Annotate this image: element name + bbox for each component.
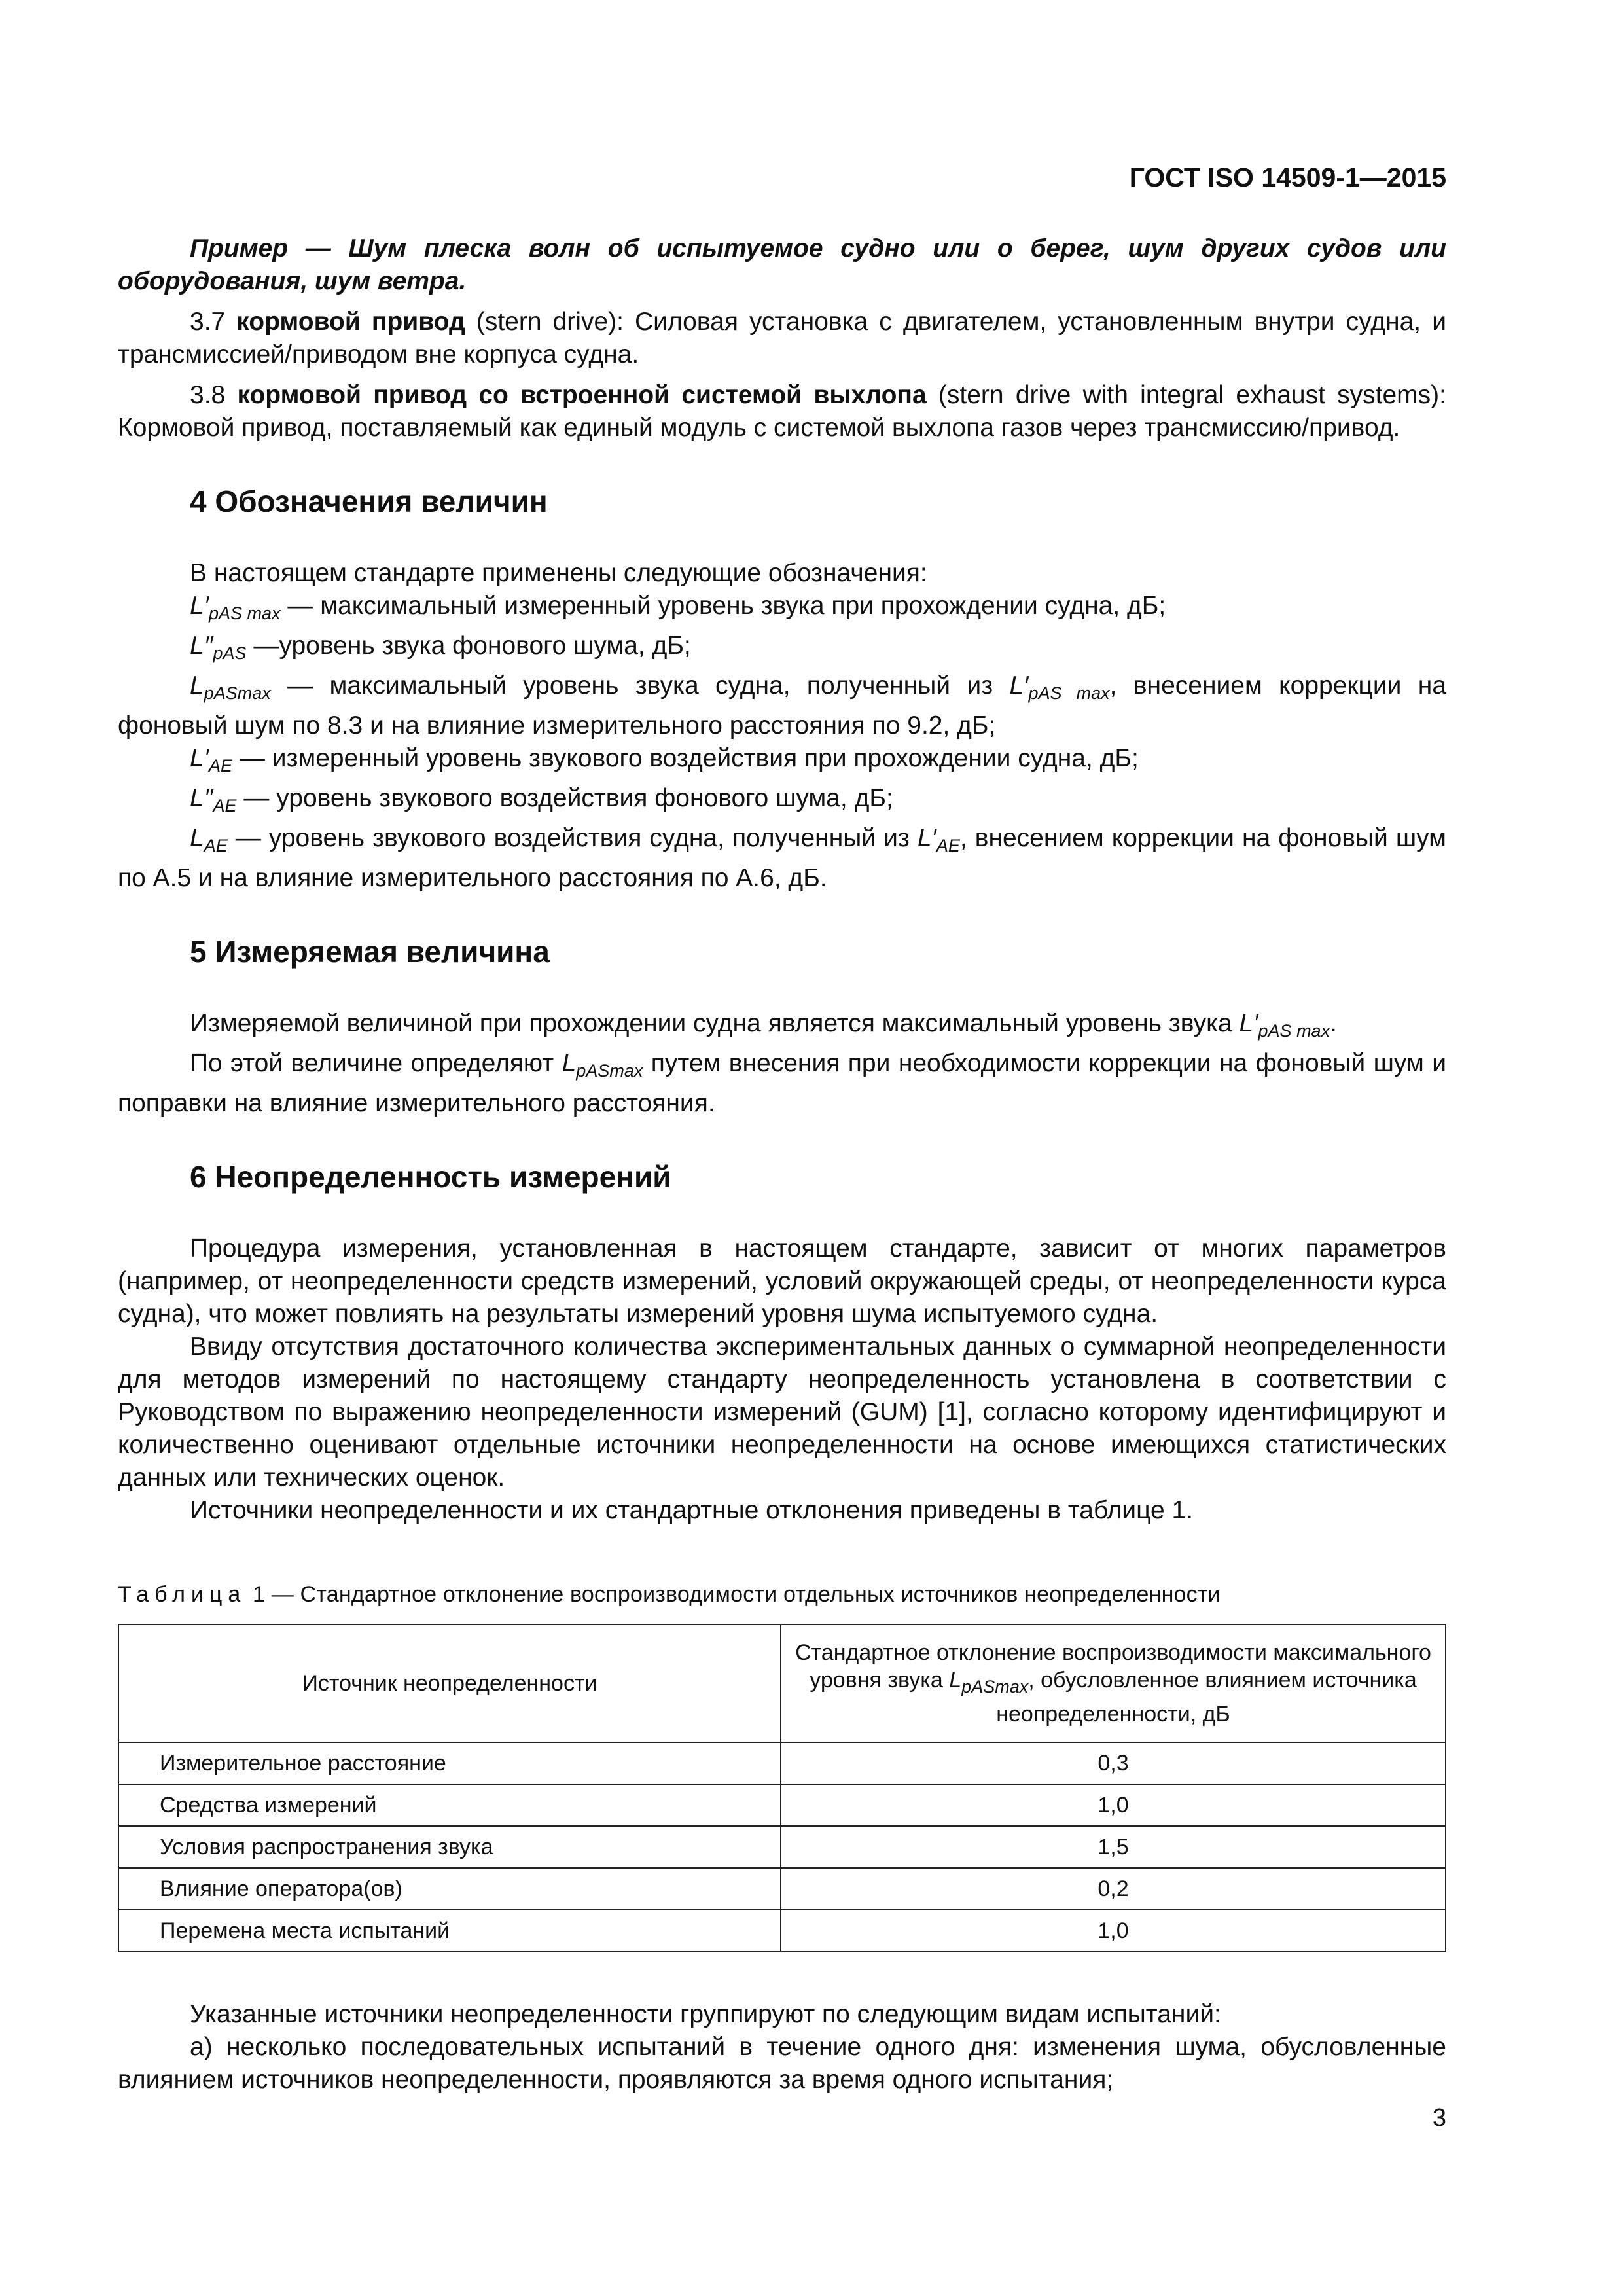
section-6-title: 6 Неопределенность измерений <box>190 1160 671 1194</box>
header-text: , обусловленное влиянием источника неопределенности, дБ <box>996 1668 1417 1727</box>
definition-3-7 <box>118 306 1446 371</box>
symbol-4 <box>118 742 1446 782</box>
uncertainty-table <box>118 1624 1446 1952</box>
definition-3-8 <box>118 379 1446 444</box>
caption-text: 1 — Стандартное отклонение воспроизводимости отдельных источников неопределенности <box>246 1582 1221 1607</box>
table-row <box>118 1826 1446 1868</box>
section-6-para-1: Процедура измерения, установленная в настоящем стандарте, зависит от многих параметров (например, от неопределенности средств измерений, условий окружающей среды, от неопределенности курса судна), что может повлиять на результаты измерений уровня шума испытуемого судна. <box>118 1234 1446 1328</box>
cell-value: 1,0 <box>781 1910 1446 1952</box>
symbol-subscript: pASmax <box>204 683 271 703</box>
symbol-desc: — уровень звукового воздействия фонового шума, дБ; <box>236 784 893 812</box>
symbol-subscript: AE <box>936 836 960 855</box>
symbol-subscript: pAS max <box>1258 1021 1330 1041</box>
symbol-2 <box>118 630 1446 670</box>
table-row <box>118 1784 1446 1826</box>
symbol: L″ <box>190 784 213 812</box>
def-text: (stern drive): Силовая установка с двигателем, установленным внутри судна, и трансмиссией/приводом вне корпуса судна. <box>118 308 1446 368</box>
column-header-deviation <box>781 1624 1446 1742</box>
para-text: . <box>1330 1009 1337 1037</box>
def-term: кормовой привод со встроенной системой выхлопа <box>237 381 927 409</box>
cell-source: Условия распространения звука <box>118 1826 781 1868</box>
section-6-heading-wrap <box>118 1160 1446 1193</box>
para-text: Измеряемой величиной при прохождении судна является максимальный уровень звука <box>190 1009 1240 1037</box>
def-term: кормовой привод <box>236 308 465 336</box>
header-text: Стандартное отклонение воспроизводимости максимального уровня звука <box>795 1640 1431 1693</box>
cell-source: Перемена места испытаний <box>118 1910 781 1952</box>
section-6-para-3: Источники неопределенности и их стандартные отклонения приведены в таблице 1. <box>190 1496 1194 1524</box>
column-header-source: Источник неопределенности <box>118 1624 781 1742</box>
symbol: L <box>190 824 204 852</box>
symbol-subscript: AE <box>213 796 237 816</box>
cell-source: Влияние оператора(ов) <box>118 1868 781 1910</box>
symbol: L′ <box>190 592 209 620</box>
symbol-desc: , внесением коррекции на фоновый шум по А.5 и на влияние измерительного расстояния по А.6, дБ. <box>118 824 1446 892</box>
symbol: L <box>949 1668 962 1693</box>
symbol: L′ <box>1009 672 1029 700</box>
symbol-desc: — максимальный уровень звука судна, полученный из <box>270 672 1010 700</box>
cell-value: 1,0 <box>781 1784 1446 1826</box>
symbol-desc: , внесением коррекции на фоновый шум по 8.3 и на влияние измерительного расстояния по 9.2, дБ; <box>118 672 1447 740</box>
para-text: путем внесения при необходимости коррекции на фоновый шум и поправки на влияние измерительного расстояния. <box>118 1049 1447 1117</box>
symbol-subscript: pAS max <box>209 603 281 623</box>
section-4-title: 4 Обозначения величин <box>190 484 548 518</box>
symbol-subscript: pASmax <box>576 1061 643 1081</box>
after-table-para-1: Указанные источники неопределенности группируют по следующим видам испытаний: <box>190 2000 1221 2028</box>
cell-source: Средства измерений <box>118 1784 781 1826</box>
symbol: L′ <box>917 824 936 852</box>
symbol: L <box>190 672 204 700</box>
table-row <box>118 1742 1446 1784</box>
section-6-para-2: Ввиду отсутствия достаточного количества экспериментальных данных о суммарной неопределенности для методов измерений по настоящему стандарту неопределенность установлена в соответствии с Руководством по выражению неопределенности измерений (GUM) [1], согласно которому идентифицируют и количественно оценивают отдельные источники неопределенности на основе имеющихся статистических данных или технических оценок. <box>118 1333 1446 1492</box>
cell-source: Измерительное расстояние <box>118 1742 781 1784</box>
table-header-row <box>118 1624 1446 1742</box>
table-row <box>118 1868 1446 1910</box>
symbol-desc: —уровень звука фонового шума, дБ; <box>246 632 691 660</box>
def-number: 3.8 <box>190 381 226 409</box>
cell-value: 1,5 <box>781 1826 1446 1868</box>
symbol-subscript: pAS max <box>1028 683 1110 703</box>
symbol: L <box>562 1049 577 1077</box>
symbol: L′ <box>190 744 209 772</box>
cell-value: 0,2 <box>781 1868 1446 1910</box>
section-4-heading-wrap <box>118 485 1446 518</box>
example-note: Пример — Шум плеска волн об испытуемое судно или о берег, шум других судов или оборудования, шум ветра. <box>118 234 1446 295</box>
symbol-desc: — измеренный уровень звукового воздействия при прохождении судна, дБ; <box>232 744 1139 772</box>
para-text: По этой величине определяют <box>190 1049 562 1077</box>
page-number: 3 <box>1432 2104 1446 2132</box>
table-row <box>118 1910 1446 1952</box>
table-caption <box>118 1578 1446 1611</box>
symbol: L″ <box>190 632 213 660</box>
symbol-subscript: pASmax <box>961 1677 1029 1696</box>
symbols-intro: В настоящем стандарте применены следующие обозначения: <box>190 559 927 587</box>
symbol-5 <box>118 782 1446 822</box>
section-5-para-2 <box>118 1047 1446 1120</box>
symbol-1 <box>118 590 1446 630</box>
section-5-para-1 <box>118 1007 1446 1047</box>
document-header: ГОСТ ISO 14509-1—2015 <box>1129 162 1446 192</box>
symbol-subscript: AE <box>204 836 228 855</box>
page-content <box>118 232 1446 2096</box>
caption-word: Таблица <box>118 1582 247 1607</box>
symbol-3 <box>118 670 1446 742</box>
def-text: (stern drive with integral exhaust systems): Кормовой привод, поставляемый как единый модуль с системой выхлопа газов через трансмиссию/привод. <box>118 381 1446 442</box>
section-5-title: 5 Измеряемая величина <box>190 935 550 969</box>
cell-value: 0,3 <box>781 1742 1446 1784</box>
section-5-heading-wrap <box>118 935 1446 968</box>
symbol-6 <box>118 822 1446 895</box>
symbol-desc: — максимальный измеренный уровень звука при прохождении судна, дБ; <box>280 592 1166 620</box>
symbol: L′ <box>1239 1009 1258 1037</box>
symbol-subscript: AE <box>209 756 233 776</box>
symbol-subscript: pAS <box>213 643 247 663</box>
after-table-para-2: а) несколько последовательных испытаний в течение одного дня: изменения шума, обусловленные влиянием источников неопределенности, проявляются за время одного испытания; <box>118 2033 1446 2094</box>
symbol-desc: — уровень звукового воздействия судна, полученный из <box>227 824 918 852</box>
def-number: 3.7 <box>190 308 226 336</box>
